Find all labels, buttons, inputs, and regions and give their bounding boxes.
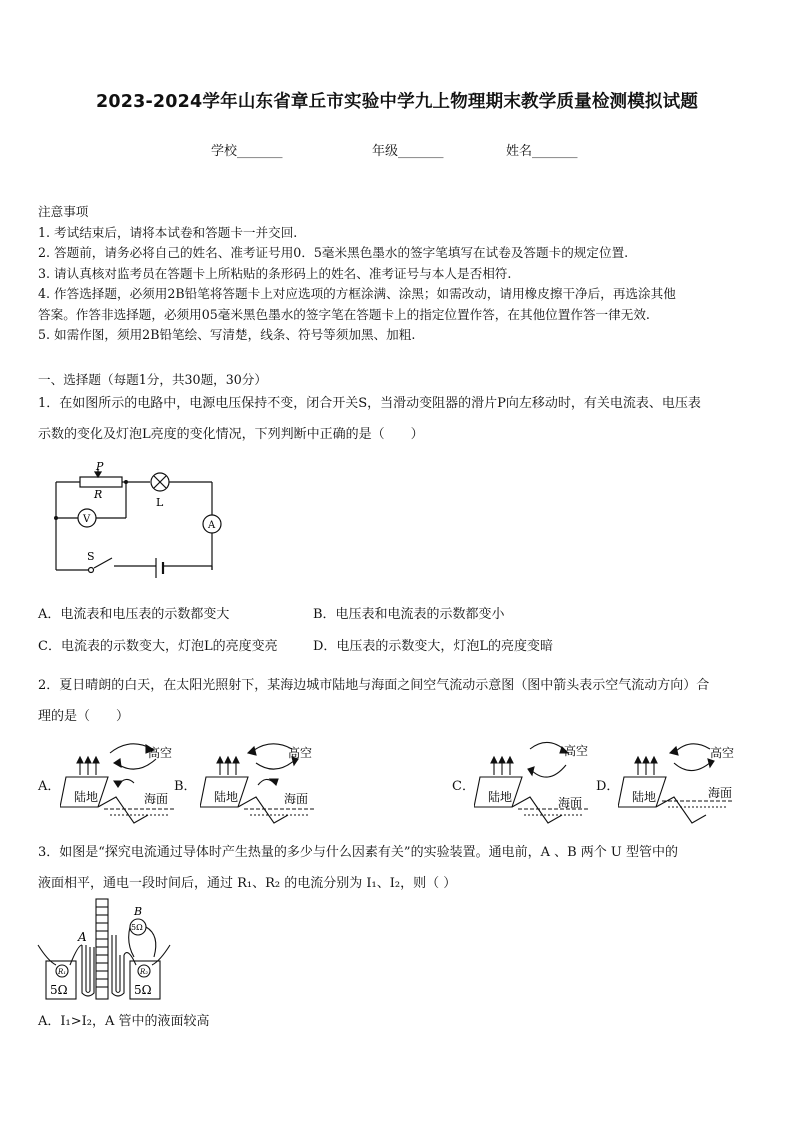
label-land: 陆地 <box>632 790 657 804</box>
question-1-text <box>38 388 701 450</box>
question-2-line-2: 理的是（ ） <box>38 709 130 724</box>
label-s: S <box>87 550 95 563</box>
label-tube-b: B <box>134 905 143 918</box>
label-sea: 海面 <box>708 786 733 800</box>
label-sea: 海面 <box>144 792 169 806</box>
label-sea: 海面 <box>558 796 583 810</box>
question-1-line-1: 1．在如图所示的电路中，电源电压保持不变，闭合开关S，当滑动变阻器的滑片P向左移动时，有关电流表、电压表 <box>38 396 701 411</box>
label-tube-a: A <box>78 930 87 944</box>
ruler-icon <box>96 899 108 999</box>
notes-block <box>38 202 676 346</box>
label-r1: R₁ <box>58 968 67 976</box>
label-r: R <box>94 488 103 501</box>
label-l: L <box>156 496 164 509</box>
label-box-2: 5Ω <box>134 983 152 997</box>
name-field[interactable]: 姓名_______ <box>506 144 578 159</box>
label-r2: R₂ <box>140 968 149 976</box>
q2-option-c[interactable]: C． <box>452 779 475 794</box>
circuit-diagram <box>50 460 230 585</box>
label-high: 高空 <box>564 744 589 758</box>
notes-heading: 注意事项 <box>38 204 89 219</box>
label-land: 陆地 <box>214 790 239 804</box>
label-high: 高空 <box>148 746 173 760</box>
q3-option-a[interactable]: A．I₁>I₂，A 管中的液面较高 <box>38 1014 210 1029</box>
q3-apparatus-figure <box>34 895 174 1003</box>
label-v: V <box>83 514 91 525</box>
q2-figure-d <box>618 735 738 830</box>
q2-option-b[interactable]: B． <box>174 779 197 794</box>
note-item: 5. 如需作图，须用2B铅笔绘、写清楚，线条、符号等须加黑、加粗. <box>38 327 416 342</box>
note-item: 答案。作答非选择题，必须用05毫米黑色墨水的签字笔在答题卡上的指定位置作答，在其他位置作答一律无效. <box>38 306 650 322</box>
question-3-line-2: 液面相平，通电一段时间后，通过 R₁、R₂ 的电流分别为 I₁、I₂，则（ ） <box>38 876 457 891</box>
page-title: 2023-2024学年山东省章丘市实验中学九上物理期末教学质量检测模拟试题 <box>95 92 699 112</box>
q2-figure-b <box>200 735 320 830</box>
label-p: P <box>96 460 104 473</box>
grade-field[interactable]: 年级_______ <box>372 144 444 159</box>
label-land: 陆地 <box>488 790 513 804</box>
label-high: 高空 <box>710 746 735 760</box>
q1-option-c[interactable]: C．电流表的示数变大，灯泡L的亮度变亮 <box>38 639 278 654</box>
school-field[interactable]: 学校_______ <box>211 144 283 159</box>
q2-option-d[interactable]: D． <box>596 779 620 794</box>
q1-option-a[interactable]: A．电流表和电压表的示数都变大 <box>38 607 230 622</box>
section-heading: 一、选择题（每题1分，共30题，30分） <box>38 372 267 387</box>
note-item: 4. 作答选择题，必须用2B铅笔将答题卡上对应选项的方框涂满、涂黑；如需改动，请用橡皮擦干净后，再选涂其他 <box>38 286 676 301</box>
q2-option-a[interactable]: A． <box>38 779 61 794</box>
q2-figure-a <box>60 735 180 830</box>
question-1-line-2: 示数的变化及灯泡L亮度的变化情况，下列判断中正确的是（ ） <box>38 427 424 442</box>
note-item: 2. 答题前，请务必将自己的姓名、准考证号用0．5毫米黑色墨水的签字笔填写在试卷及答题卡的规定位置. <box>38 245 629 260</box>
question-2-text <box>38 670 709 732</box>
note-item: 1. 考试结束后，请将本试卷和答题卡一并交回. <box>38 224 298 240</box>
rheostat-icon <box>80 477 122 487</box>
q2-figure-c <box>474 735 594 830</box>
label-parallel: 5Ω <box>131 923 143 932</box>
question-2-line-1: 2．夏日晴朗的白天，在太阳光照射下，某海边城市陆地与海面之间空气流动示意图（图中箭头表示空气流动方向）合 <box>38 678 710 693</box>
note-item: 3. 请认真核对监考员在答题卡上所粘贴的条形码上的姓名、准考证号与本人是否相符. <box>38 265 512 281</box>
label-sea: 海面 <box>284 792 309 806</box>
switch-icon <box>89 568 94 573</box>
question-3-line-1: 3．如图是“探究电流通过导体时产生热量的多少与什么因素有关”的实验装置。通电前，A 、B 两个 U 型管中的 <box>38 845 678 860</box>
label-high: 高空 <box>288 746 313 760</box>
label-land: 陆地 <box>74 790 99 804</box>
q1-option-b[interactable]: B．电压表和电流表的示数都变小 <box>313 607 505 622</box>
label-a: A <box>208 520 216 531</box>
q1-option-d[interactable]: D．电压表的示数变大，灯泡L的亮度变暗 <box>313 639 554 654</box>
label-box-1: 5Ω <box>50 983 68 997</box>
question-3-text <box>38 837 678 899</box>
